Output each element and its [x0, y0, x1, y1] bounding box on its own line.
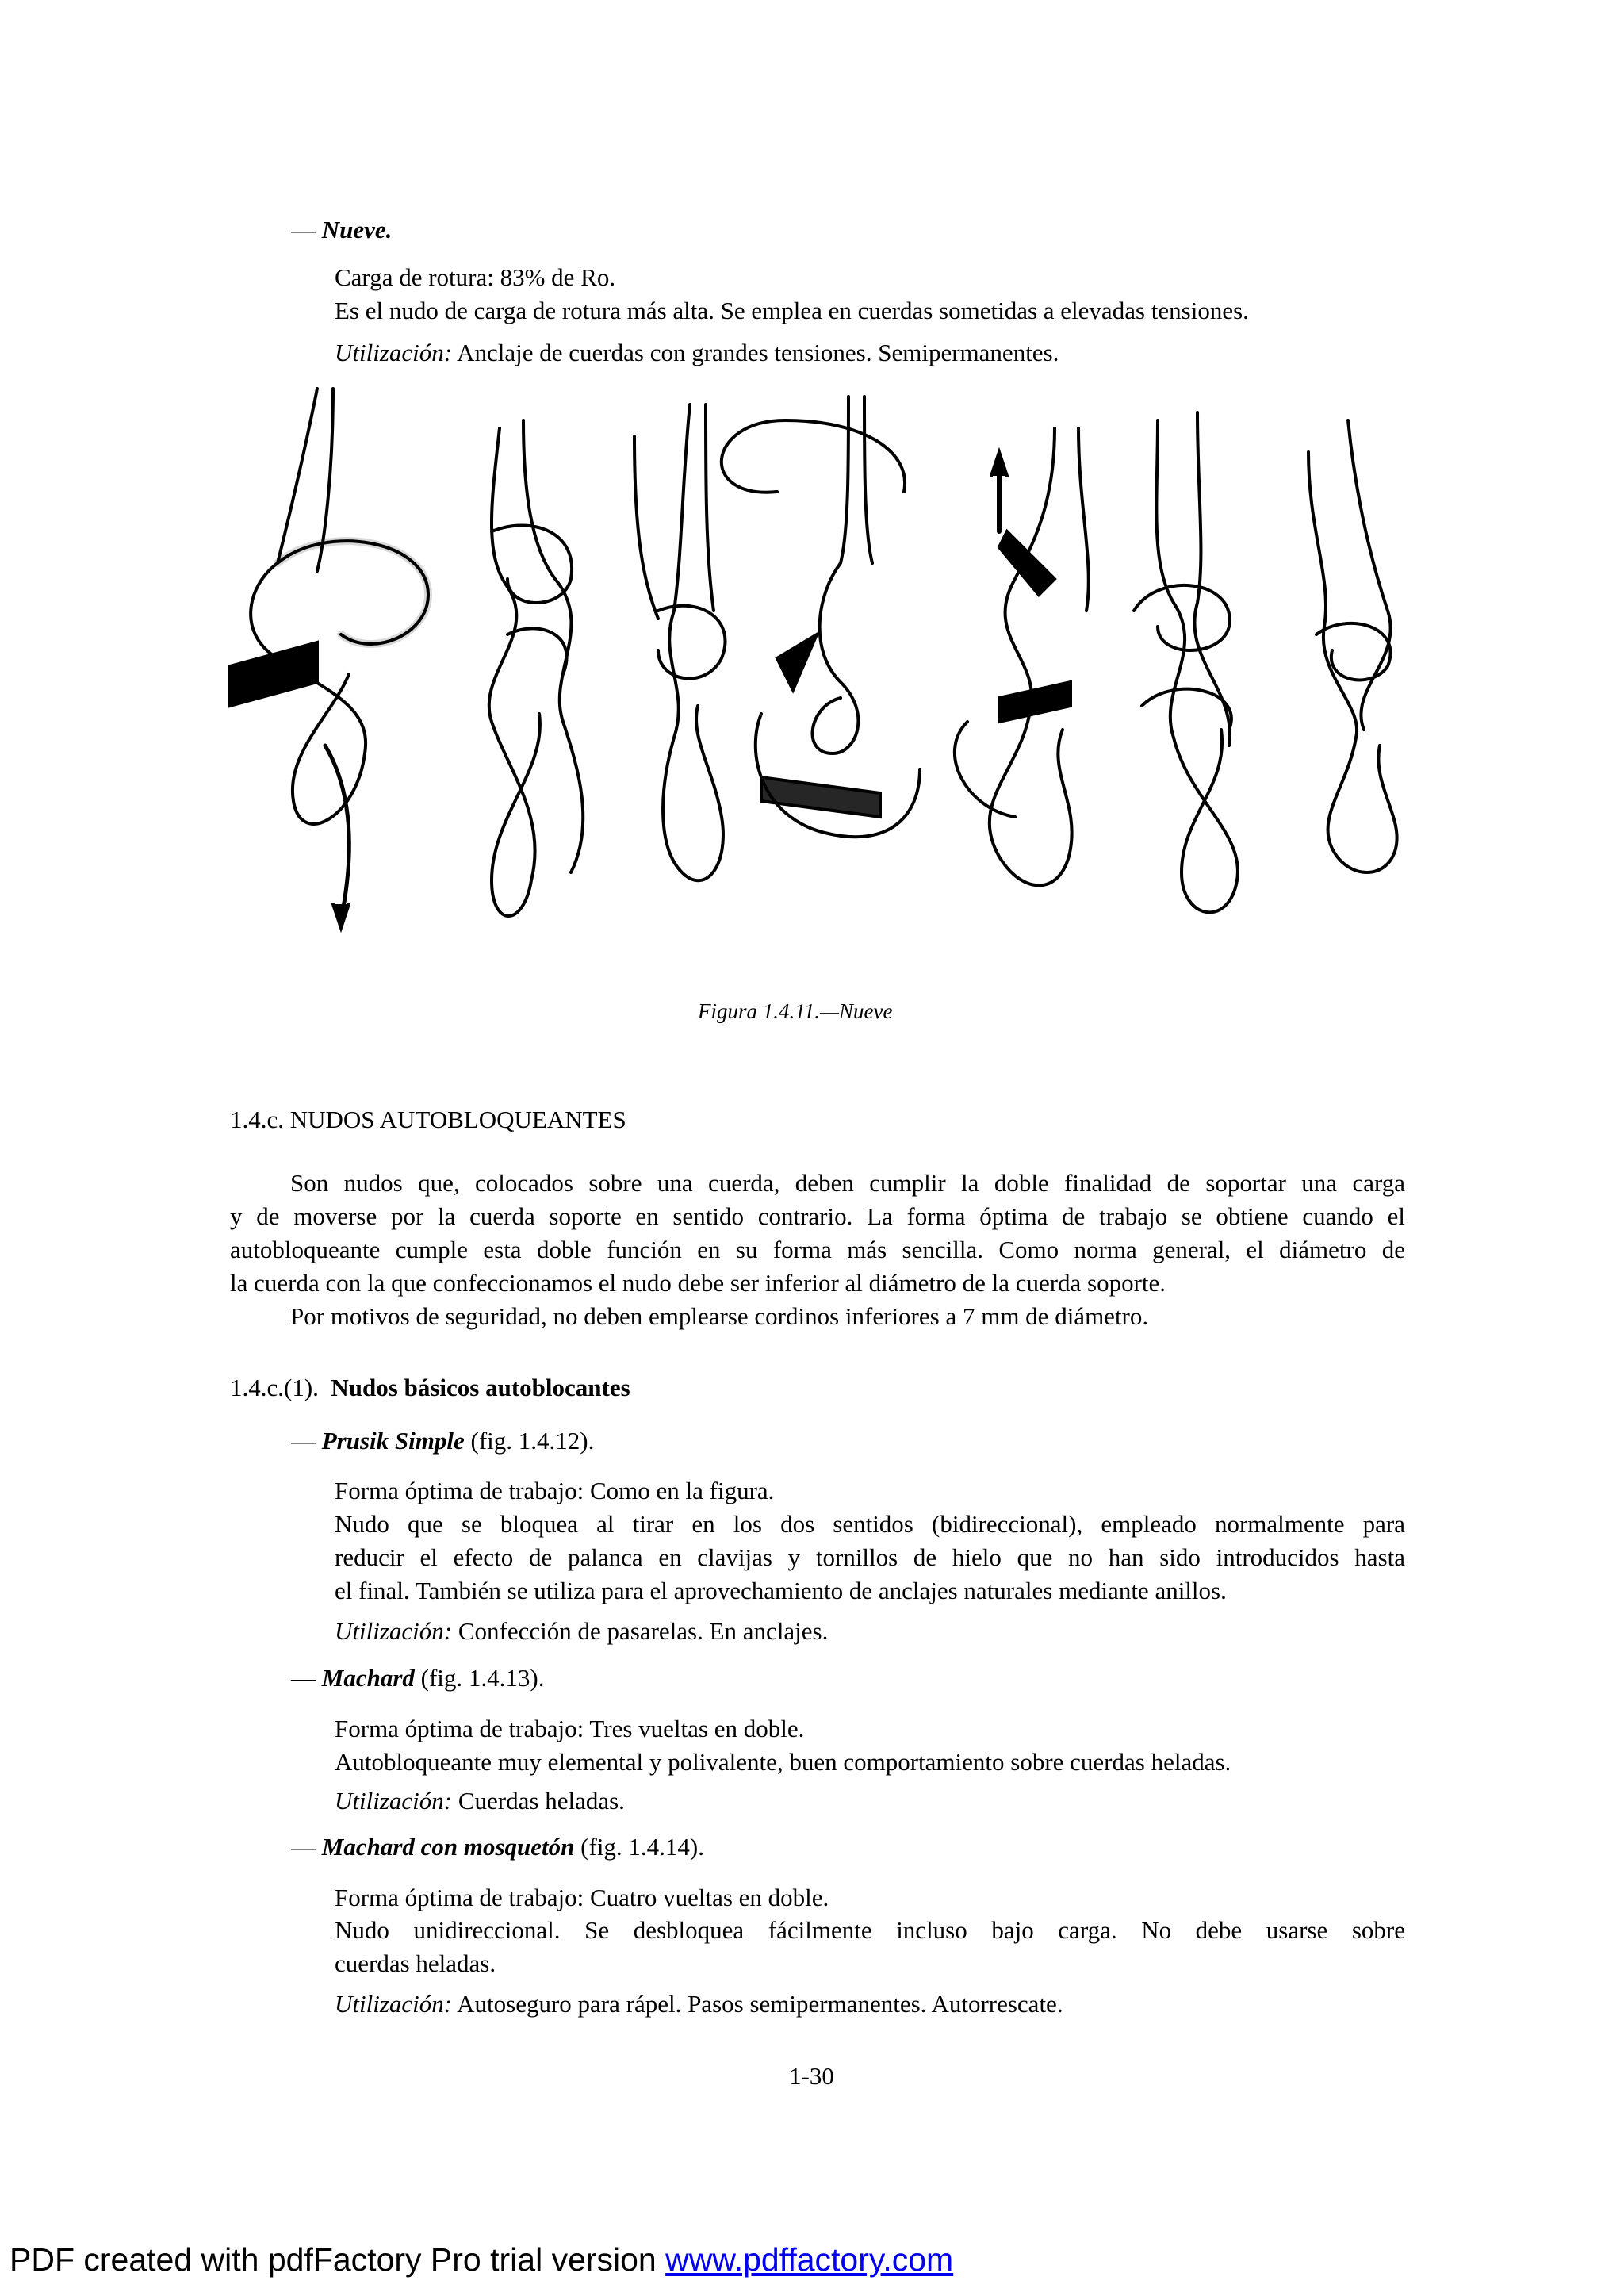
- prusik-desc-line: reducir el efecto de palanca en clavijas y tornillos de hielo que no han sido introducidos hasta: [335, 1543, 1405, 1571]
- nueve-carga: Carga de rotura: 83% de Ro.: [335, 263, 616, 291]
- figure-caption: Figura 1.4.11.—Nueve: [698, 999, 893, 1023]
- paragraph-line: Por motivos de seguridad, no deben emplearse cordinos inferiores a 7 mm de diámetro.: [290, 1302, 1149, 1330]
- knot-stage-7: [1308, 420, 1397, 872]
- figure-ref: (fig. 1.4.14).: [574, 1833, 705, 1861]
- machard-mosqueton-forma: Forma óptima de trabajo: Cuatro vueltas en doble.: [335, 1884, 829, 1911]
- prusik-desc-line: el final. También se utiliza para el aprovechamiento de anclajes naturales mediante anillos.: [335, 1577, 1227, 1604]
- machard-desc: Autobloqueante muy elemental y polivalente, buen comportamiento sobre cuerdas heladas.: [335, 1748, 1231, 1776]
- prusik-forma: Forma óptima de trabajo: Como en la figura.: [335, 1477, 775, 1504]
- section-heading: 1.4.c. NUDOS AUTOBLOQUEANTES: [230, 1106, 626, 1133]
- subsection-number: 1.4.c.(1).: [230, 1374, 319, 1401]
- knot-name-machard: Machard: [321, 1664, 415, 1692]
- machard-mosqueton-desc-line: Nudo unidireccional. Se desbloquea fácilmente incluso bajo carga. No debe usarse sobre: [335, 1916, 1405, 1944]
- dash: —: [291, 1664, 316, 1692]
- dash: —: [291, 1833, 316, 1861]
- knot-stage-5: [955, 428, 1089, 885]
- footer-text: PDF created with pdfFactory Pro trial version: [10, 2241, 666, 2278]
- utilizacion-text: Confección de pasarelas. En anclajes.: [452, 1617, 829, 1645]
- machard-mosqueton-desc-line: cuerdas heladas.: [335, 1949, 496, 1977]
- nueve-heading: [291, 214, 392, 246]
- knot-stage-6: [1134, 412, 1238, 912]
- knot-name-machard-mosqueton: Machard con mosquetón: [321, 1833, 575, 1861]
- knot-stage-3: [634, 404, 726, 880]
- dash: —: [291, 216, 316, 243]
- subsection-title: Nudos básicos autoblocantes: [331, 1374, 630, 1401]
- prusik-utilizacion: [335, 1616, 828, 1647]
- utilizacion-label: Utilización:: [335, 1617, 453, 1645]
- subsection-heading: [230, 1372, 630, 1404]
- figure-ref: (fig. 1.4.12).: [464, 1427, 595, 1455]
- paragraph-line: la cuerda con la que confeccionamos el nudo debe ser inferior al diámetro de la cuerda soporte.: [230, 1269, 1166, 1297]
- prusik-heading: [291, 1425, 594, 1457]
- machard-utilizacion: [335, 1785, 625, 1817]
- machard-forma: Forma óptima de trabajo: Tres vueltas en doble.: [335, 1715, 805, 1742]
- utilizacion-text: Anclaje de cuerdas con grandes tensiones. Semipermanentes.: [452, 339, 1059, 366]
- figure-nueve-knot-illustration: [214, 373, 1435, 960]
- knot-stage-1: [230, 389, 428, 928]
- machard-heading: [291, 1662, 544, 1694]
- prusik-desc-line: Nudo que se bloquea al tirar en los dos sentidos (bidireccional), empleado normalmente para: [335, 1510, 1405, 1538]
- dash: —: [291, 1427, 316, 1455]
- paragraph-line: Son nudos que, colocados sobre una cuerda, deben cumplir la doble finalidad de soportar una carga: [290, 1169, 1405, 1197]
- paragraph-line: y de moverse por la cuerda soporte en sentido contrario. La forma óptima de trabajo se obtiene cuando el: [230, 1202, 1405, 1230]
- utilizacion-label: Utilización:: [335, 339, 453, 366]
- knot-stage-2: [489, 420, 584, 916]
- machard-mosqueton-utilizacion: [335, 1988, 1063, 2020]
- utilizacion-label: Utilización:: [335, 1990, 453, 2018]
- page-number: 1-30: [789, 2062, 834, 2090]
- footer-link[interactable]: www.pdffactory.com: [665, 2241, 954, 2278]
- machard-mosqueton-heading: [291, 1831, 704, 1863]
- figure-ref: (fig. 1.4.13).: [414, 1664, 545, 1692]
- nueve-desc: Es el nudo de carga de rotura más alta. Se emplea en cuerdas sometidas a elevadas tensiones.: [335, 297, 1249, 324]
- utilizacion-text: Cuerdas heladas.: [452, 1787, 625, 1815]
- knot-name-nueve: Nueve.: [321, 216, 393, 243]
- knot-name-prusik: Prusik Simple: [321, 1427, 465, 1455]
- knot-stage-4: [722, 397, 920, 837]
- utilizacion-text: Autoseguro para rápel. Pasos semipermanentes. Autorrescate.: [452, 1990, 1063, 2018]
- pdf-footer: [10, 2241, 953, 2279]
- utilizacion-label: Utilización:: [335, 1787, 453, 1815]
- paragraph-line: autobloqueante cumple esta doble función en su forma más sencilla. Como norma general, el diámetro de: [230, 1236, 1405, 1263]
- nueve-utilizacion: [335, 337, 1059, 369]
